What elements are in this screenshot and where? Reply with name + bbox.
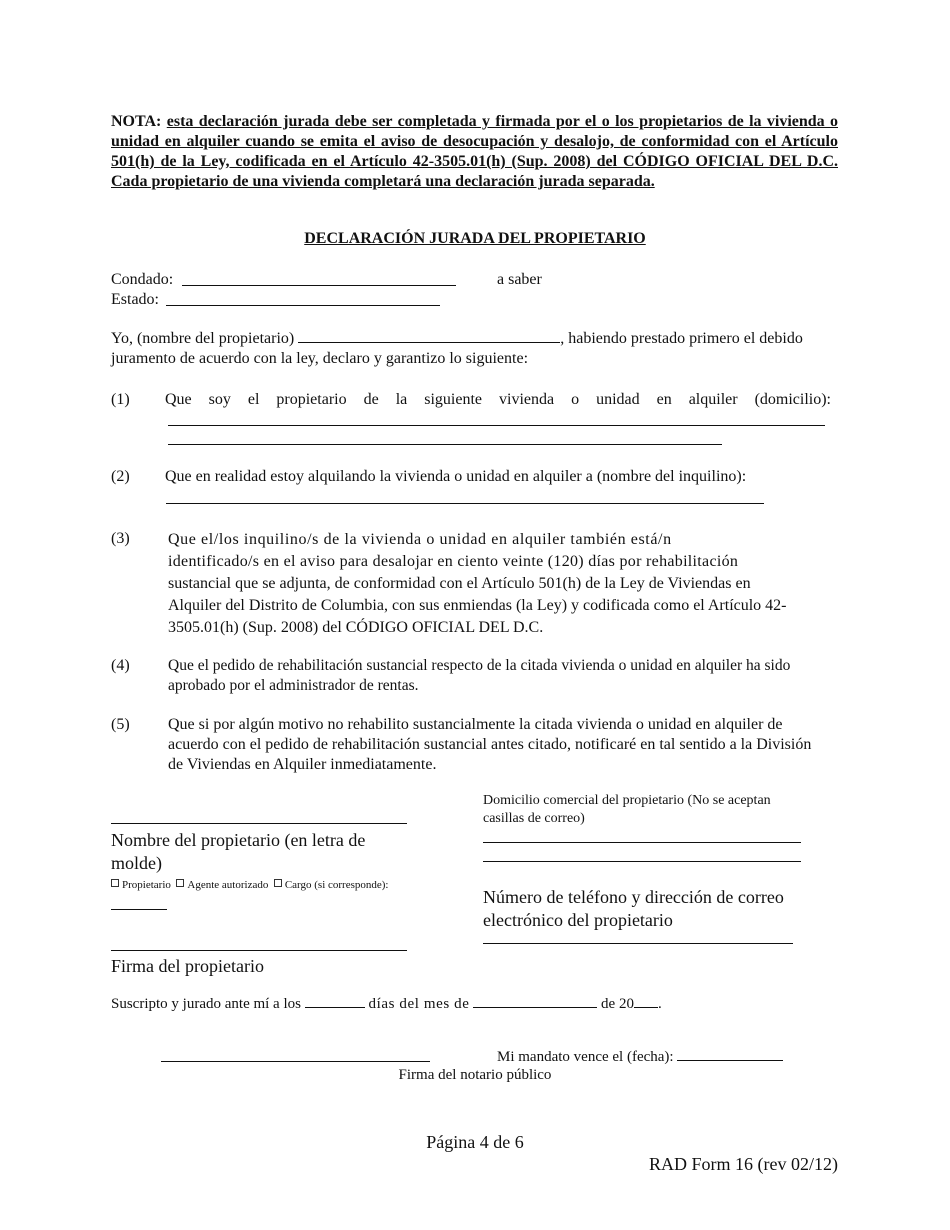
address-field-line-1[interactable] — [168, 425, 825, 426]
intro-prefix: Yo, (nombre del propietario) — [111, 330, 295, 347]
item-1-number: (1) — [111, 391, 130, 408]
agent-checkbox[interactable] — [176, 879, 184, 887]
opt-position-label: Cargo (si corresponde): — [284, 879, 389, 891]
item-2-text: Que en realidad estoy alquilando la vivienda o unidad en alquiler a (nombre del inquilino): — [165, 468, 747, 485]
item-5-number: (5) — [111, 716, 130, 733]
address-field-line-2[interactable] — [168, 444, 722, 445]
item-2-number: (2) — [111, 468, 130, 485]
owner-name-caption-1: Nombre del propietario (en letra de — [111, 830, 366, 850]
opt-agent-label: Agente autorizado — [187, 879, 269, 891]
state-label: Estado: — [111, 291, 159, 308]
note-paragraph — [111, 112, 838, 192]
commission-line — [497, 1047, 783, 1067]
intro-suffix: , habiendo prestado primero el debido — [560, 330, 803, 347]
sworn-prefix: Suscripto y jurado ante mí a los — [111, 996, 301, 1012]
phone-caption-1: Número de teléfono y dirección de correo — [483, 887, 784, 907]
owner-printed-name-field[interactable] — [111, 823, 407, 824]
item-3-line-1: Que el/los inquilino/s de la vivienda o unidad en alquiler también está/n — [168, 531, 672, 548]
sworn-days: días del mes de — [368, 996, 470, 1012]
note-label: NOTA: — [111, 113, 162, 130]
year-field[interactable] — [634, 1007, 658, 1008]
form-id: RAD Form 16 (rev 02/12) — [649, 1154, 838, 1174]
sworn-year: de 20 — [601, 996, 634, 1012]
day-field[interactable] — [305, 1007, 365, 1008]
item-4-number: (4) — [111, 657, 130, 674]
item-5-line-1: Que si por algún motivo no rehabilito sustancialmente la citada vivienda o unidad en alquiler de — [168, 716, 783, 733]
business-address-field-1[interactable] — [483, 842, 801, 843]
position-checkbox[interactable] — [274, 879, 282, 887]
notary-signature-field[interactable] — [161, 1061, 430, 1062]
a-saber-text: a saber — [497, 271, 542, 288]
item-4-line-2: aprobado por el administrador de rentas. — [168, 677, 419, 694]
owner-checkbox[interactable] — [111, 879, 119, 887]
document-title: DECLARACIÓN JURADA DEL PROPIETARIO — [304, 230, 646, 247]
note-text: esta declaración jurada debe ser completada y firmada por el o los propietarios de la vivienda o unidad en alquiler cuando se emita el aviso de desocupación y desalojo, de conformidad con el Artículo 501(h) de la Ley, codificada en el Artículo 42-3505.01(h) (Sup. 2008) del CÓDIGO OFICIAL DEL D.C. Cada propietario de una vivienda completará una declaración jurada separada. — [111, 113, 839, 190]
tenant-name-field[interactable] — [166, 503, 764, 504]
item-3-line-3: sustancial que se adjunta, de conformidad con el Artículo 501(h) de la Ley de Viviendas en — [168, 575, 751, 592]
owner-signature-caption: Firma del propietario — [111, 956, 264, 976]
county-field[interactable] — [182, 285, 456, 286]
item-5-line-3: de Viviendas en Alquiler inmediatamente. — [168, 756, 437, 773]
page-number: Página 4 de 6 — [426, 1132, 524, 1152]
phone-caption-2: electrónico del propietario — [483, 910, 673, 930]
item-3-number: (3) — [111, 530, 130, 547]
month-field[interactable] — [473, 1007, 597, 1008]
intro-line-1 — [111, 329, 839, 349]
item-3-line-4: Alquiler del Distrito de Columbia, con sus enmiendas (la Ley) y codificada como el Artículo 42- — [168, 597, 787, 614]
owner-name-caption-2: molde) — [111, 853, 162, 873]
commission-date-field[interactable] — [677, 1060, 783, 1061]
item-1-text: Que soy el propietario de la siguiente vivienda o unidad en alquiler (domicilio): — [165, 391, 831, 408]
business-address-field-2[interactable] — [483, 861, 801, 862]
sworn-statement: Suscripto y jurado ante mí a los días del mes de de 20 . — [111, 996, 662, 1012]
item-3-line-5: 3505.01(h) (Sup. 2008) del CÓDIGO OFICIAL DEL D.C. — [168, 619, 544, 636]
item-4-line-1: Que el pedido de rehabilitación sustancial respecto de la citada vivienda o unidad en alquiler ha sido — [168, 657, 791, 674]
opt-owner-label: Propietario — [122, 879, 171, 891]
owner-name-field[interactable] — [298, 342, 560, 343]
position-field[interactable] — [111, 909, 167, 910]
phone-email-field[interactable] — [483, 943, 793, 944]
notary-signature-caption: Firma del notario público — [398, 1067, 552, 1083]
address-caption-1: Domicilio comercial del propietario (No se aceptan — [483, 793, 771, 808]
item-3-line-2: identificado/s en el aviso para desalojar en ciento veinte (120) días por rehabilitación — [168, 553, 739, 570]
item-5-line-2: acuerdo con el pedido de rehabilitación sustancial antes citado, notificaré en tal sentido a la División — [168, 736, 812, 753]
state-field[interactable] — [166, 305, 440, 306]
address-caption-2: casillas de correo) — [483, 811, 585, 826]
county-label: Condado: — [111, 271, 174, 288]
role-options — [111, 878, 389, 892]
intro-line-2: juramento de acuerdo con la ley, declaro y garantizo lo siguiente: — [111, 350, 529, 367]
commission-label: Mi mandato vence el (fecha): — [497, 1049, 674, 1065]
owner-signature-field[interactable] — [111, 950, 407, 951]
